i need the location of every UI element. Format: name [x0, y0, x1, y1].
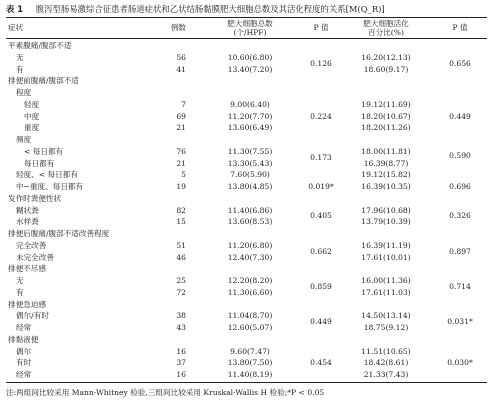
- cell-mast-total: 9.60(7.47): [230, 346, 270, 356]
- row-label: 水样粪: [16, 217, 39, 227]
- table-row: [0, 158, 491, 170]
- cell-activation: 14.50(13.14): [361, 311, 411, 321]
- cell-activation: 18.20(10.67): [361, 111, 411, 121]
- row-label: 有: [16, 64, 24, 74]
- row-label: 偶尔: [16, 346, 32, 356]
- cell-p-value-1: 0.019*: [308, 182, 334, 191]
- row-label: 轻度: [24, 99, 40, 109]
- cell-mast-total: 12.20(8.20): [227, 276, 273, 285]
- cell-activation: 17.61(10.01): [361, 252, 411, 262]
- cell-cases: 43: [176, 323, 186, 332]
- cell-activation: 16.00(11.36): [361, 276, 411, 285]
- top-rule: [6, 17, 487, 18]
- cell-cases: 37: [176, 358, 186, 368]
- table-row: [0, 40, 491, 52]
- header-cases: 例数: [170, 23, 186, 32]
- table-row: [0, 181, 491, 193]
- cell-activation: 18.42(8.61): [363, 358, 409, 368]
- cell-p-value-2: 0.326: [449, 211, 471, 221]
- cell-activation: 19.12(15.82): [361, 170, 411, 180]
- cell-p-value-2: 0.031*: [447, 317, 473, 327]
- table-row: [0, 64, 491, 76]
- row-label: 平素腹痛/腹部不适: [8, 41, 72, 50]
- row-label: 排便后腹痛/腹部不适改善程度: [8, 229, 110, 238]
- table-row: [0, 146, 491, 158]
- cell-p-value-1: 0.173: [310, 152, 332, 162]
- cell-mast-total: 11.20(7.70): [227, 111, 273, 121]
- table-row: [0, 169, 491, 181]
- cell-cases: 16: [176, 370, 186, 379]
- row-label: 排便前腹痛/腹部不适: [8, 76, 79, 86]
- cell-cases: 76: [176, 146, 186, 156]
- cell-mast-total: 13.60(6.49): [227, 123, 273, 133]
- cell-p-value-1: 0.224: [310, 111, 332, 121]
- cell-activation: 17.96(10.68): [361, 205, 411, 215]
- row-label: 排便急迫感: [8, 299, 46, 309]
- header-mast-total: 肥大细胞总数 (个/HPF): [227, 19, 273, 37]
- row-label: 未完全改善: [16, 252, 54, 262]
- table-row: [0, 205, 491, 217]
- cell-cases: 21: [176, 158, 186, 168]
- cell-cases: 51: [176, 240, 186, 250]
- cell-cases: 5: [181, 170, 186, 180]
- cell-mast-total: 13.80(4.85): [227, 182, 273, 191]
- row-label: 轻度、< 每日都有: [16, 170, 78, 180]
- table-row: [0, 122, 491, 134]
- cell-activation: 16.20(12.13): [361, 52, 411, 62]
- cell-activation: 18.00(11.81): [361, 146, 411, 156]
- table-row: [0, 322, 491, 334]
- cell-cases: 19: [176, 182, 186, 191]
- cell-activation: 11.51(10.65): [361, 346, 411, 356]
- row-label: 经常: [16, 323, 32, 332]
- table-title: 腹泻型肠易激综合征患者肠道症状和乙状结肠黏膜肥大细胞总数及其活化程度的关系[M(Q_R)]: [35, 4, 385, 14]
- row-label: 程度: [16, 88, 32, 97]
- row-label: 有: [16, 287, 24, 297]
- table-row: [0, 334, 491, 346]
- cell-activation: 18.20(11.26): [361, 123, 411, 133]
- table-row: [0, 134, 491, 146]
- cell-p-value-2: 0.656: [449, 58, 471, 68]
- header-symptom: 症状: [8, 23, 24, 32]
- cell-mast-total: 13.80(7.50): [227, 358, 273, 368]
- cell-p-value-1: 0.859: [310, 281, 332, 291]
- cell-activation: 13.79(10.39): [361, 217, 411, 227]
- table-row: [0, 252, 491, 264]
- table-label: 表 1: [6, 4, 24, 14]
- cell-activation: 17.61(11.03): [361, 287, 411, 297]
- table-row: [0, 299, 491, 311]
- row-label: 糊状粪: [16, 205, 39, 215]
- row-label: 无: [16, 276, 24, 285]
- bottom-rule: [6, 382, 487, 383]
- cell-mast-total: 10.60(6.80): [227, 52, 273, 62]
- table-row: [0, 357, 491, 369]
- table-row: [0, 310, 491, 322]
- cell-mast-total: 12.40(7.30): [227, 252, 273, 262]
- cell-cases: 69: [176, 111, 186, 121]
- table-row: [0, 275, 491, 287]
- cell-cases: 56: [176, 52, 186, 62]
- cell-p-value-2: 0.897: [449, 246, 471, 256]
- cell-activation: 16.39(10.35): [361, 182, 411, 191]
- header-activation: 肥大细胞活化 百分比(%): [363, 19, 409, 37]
- cell-mast-total: 13.60(8.53): [227, 217, 273, 227]
- table-caption: [6, 3, 385, 15]
- cell-mast-total: 13.30(5.43): [227, 158, 273, 168]
- row-label: 排黏液便: [8, 334, 39, 344]
- cell-mast-total: 7.60(5.90): [230, 170, 270, 180]
- cell-mast-total: 9.00(6.40): [230, 99, 270, 109]
- table-row: [0, 75, 491, 87]
- row-label: 有时: [16, 358, 32, 368]
- table-footnote: 注:两组间比较采用 Mann-Whitney 检验,三组间比较采用 Kruskal-Wallis H 检验;*P < 0.05: [6, 388, 325, 397]
- row-label: 排便不尽感: [8, 264, 46, 274]
- row-label: < 每日都有: [24, 146, 64, 156]
- row-label: 重度: [24, 123, 40, 133]
- table-row: [0, 346, 491, 358]
- table-row: [0, 52, 491, 64]
- cell-p-value-2: 0.696: [449, 182, 471, 191]
- cell-cases: 21: [176, 123, 186, 133]
- table-row: [0, 193, 491, 205]
- table-row: [0, 287, 491, 299]
- cell-p-value-1: 0.449: [310, 317, 332, 327]
- table-row: [0, 87, 491, 99]
- row-label: 每日都有: [24, 158, 55, 168]
- row-label: 频度: [16, 135, 32, 144]
- header-p-value-1: P 值: [313, 23, 329, 32]
- cell-mast-total: 11.04(8.70): [227, 311, 273, 321]
- cell-activation: 21.33(7.43): [363, 370, 409, 379]
- cell-mast-total: 11.40(6.86): [227, 205, 273, 215]
- cell-activation: 16.39(11.19): [361, 240, 411, 250]
- table-row: [0, 99, 491, 111]
- cell-cases: 41: [176, 64, 186, 74]
- table-row: [0, 263, 491, 275]
- cell-p-value-2: 0.030*: [447, 358, 473, 368]
- cell-mast-total: 11.30(6.60): [227, 287, 273, 297]
- cell-cases: 46: [176, 252, 186, 262]
- cell-p-value-2: 0.590: [449, 150, 471, 160]
- header-p-value-2: P 值: [452, 23, 468, 32]
- table-row: [0, 228, 491, 240]
- cell-p-value-1: 0.454: [310, 358, 332, 368]
- table-row: [0, 240, 491, 252]
- cell-mast-total: 11.30(7.55): [227, 146, 273, 156]
- cell-cases: 16: [176, 346, 186, 356]
- cell-p-value-1: 0.662: [310, 246, 332, 256]
- cell-activation: 16.39(8.77): [363, 158, 409, 168]
- cell-cases: 15: [176, 217, 186, 227]
- table-row: [0, 216, 491, 228]
- cell-activation: 18.60(9.17): [363, 64, 409, 74]
- cell-cases: 72: [176, 287, 186, 297]
- cell-cases: 25: [176, 276, 186, 285]
- cell-p-value-1: 0.126: [310, 58, 332, 68]
- row-label: 完全改善: [16, 240, 47, 250]
- cell-activation: 19.12(11.69): [361, 99, 411, 109]
- cell-activation: 18.75(9.12): [363, 323, 409, 332]
- cell-p-value-2: 0.714: [449, 281, 471, 291]
- header-rule: [6, 38, 487, 39]
- cell-mast-total: 13.40(7.20): [227, 64, 273, 74]
- cell-p-value-1: 0.405: [310, 211, 332, 221]
- table-row: [0, 111, 491, 123]
- row-label: 经常: [16, 370, 32, 379]
- table-row: [0, 369, 491, 381]
- cell-cases: 82: [176, 205, 186, 215]
- cell-cases: 7: [181, 99, 186, 109]
- cell-mast-total: 12.60(5.07): [227, 323, 273, 332]
- cell-cases: 38: [176, 311, 186, 321]
- cell-mast-total: 11.20(6.80): [227, 240, 273, 250]
- row-label: 偶尔/有时: [16, 311, 49, 321]
- row-label: 中度: [24, 111, 40, 121]
- cell-mast-total: 11.40(8.19): [227, 370, 273, 379]
- row-label: 无: [16, 52, 24, 62]
- row-label: 中~重度、每日都有: [16, 182, 84, 191]
- row-label: 发作时粪便性状: [8, 193, 62, 203]
- cell-p-value-2: 0.449: [449, 111, 471, 121]
